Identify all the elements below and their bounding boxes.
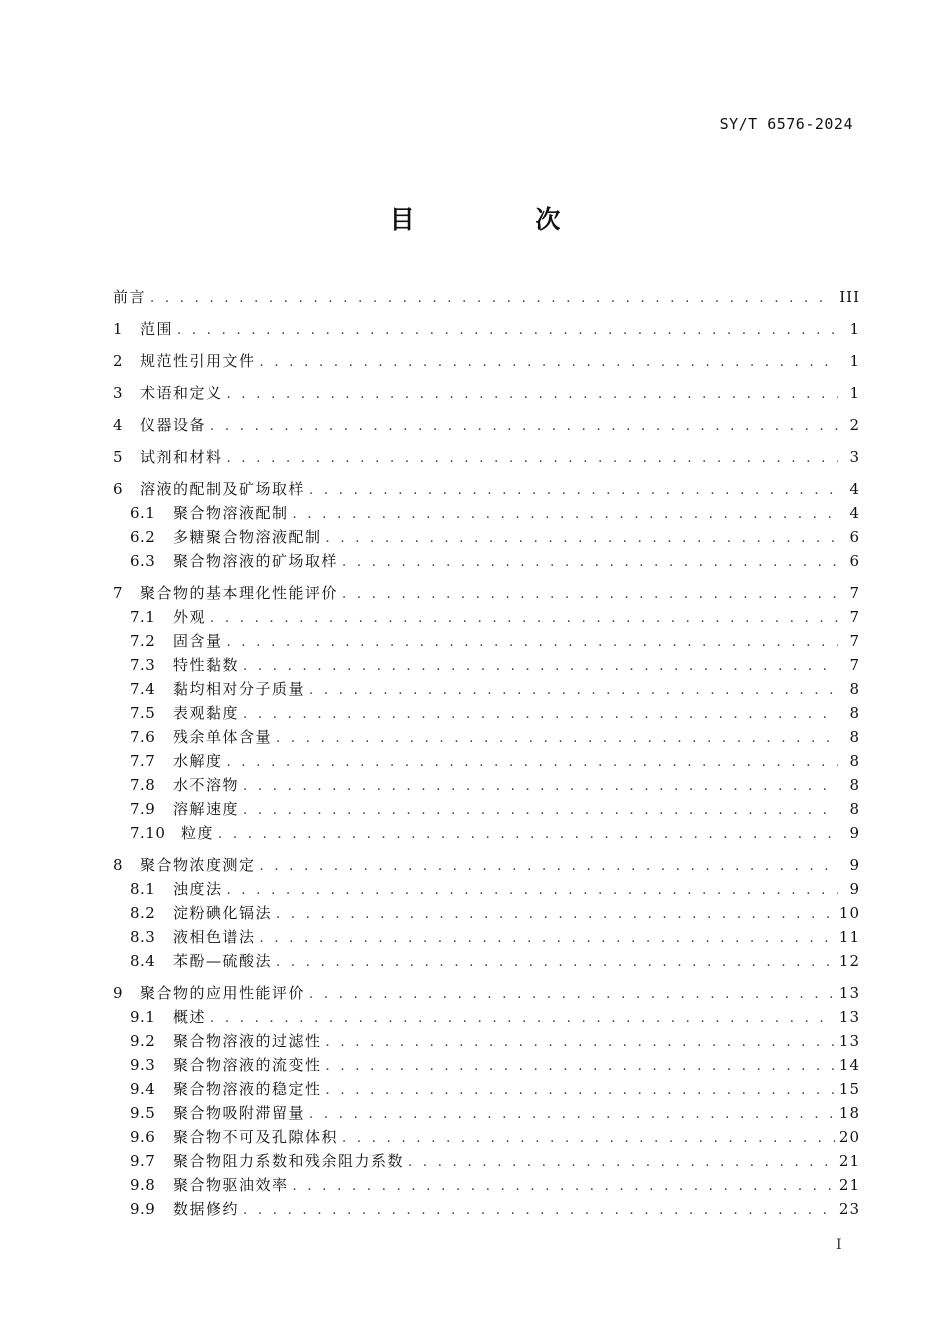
toc-leader-dots — [218, 827, 838, 842]
toc-entry-page: 8 — [849, 704, 860, 722]
toc-entry-page: 10 — [838, 904, 860, 922]
toc-leader-dots — [243, 1203, 835, 1218]
toc-leader-dots — [342, 1131, 835, 1146]
toc-entry[interactable] — [113, 446, 860, 470]
toc-entry-number: 9.8 — [130, 1176, 156, 1194]
toc-entry[interactable] — [113, 1078, 860, 1102]
toc-entry[interactable] — [113, 550, 860, 574]
toc-entry-page: 9 — [849, 856, 860, 874]
toc-entry-page: 21 — [838, 1176, 860, 1194]
toc-entry-number: 7.8 — [130, 776, 156, 794]
toc-entry-label: 溶液的配制及矿场取样 — [140, 480, 306, 498]
standard-code: SY/T 6576-2024 — [719, 115, 853, 133]
toc-leader-dots — [227, 755, 838, 770]
toc-entry[interactable] — [113, 1054, 860, 1078]
toc-entry-number: 8.1 — [130, 880, 156, 898]
toc-entry-label: 聚合物吸附滞留量 — [173, 1104, 306, 1122]
toc-leader-dots — [260, 931, 835, 946]
toc-entry-number: 7 — [113, 584, 123, 602]
toc-entry-label: 多糖聚合物溶液配制 — [173, 528, 322, 546]
toc-entry[interactable] — [113, 1030, 860, 1054]
toc-entry-page: 21 — [838, 1152, 860, 1170]
toc-leader-dots — [243, 659, 838, 674]
toc-entry[interactable] — [113, 502, 860, 526]
toc-entry-page: 9 — [849, 824, 860, 842]
toc-leader-dots — [309, 683, 838, 698]
toc-entry-label: 聚合物不可及孔隙体积 — [173, 1128, 339, 1146]
toc-leader-dots — [326, 1059, 835, 1074]
toc-leader-dots — [243, 779, 838, 794]
toc-leader-dots — [243, 707, 838, 722]
toc-entry-page: 6 — [849, 552, 860, 570]
toc-entry[interactable] — [113, 726, 860, 750]
toc-entry-page: 23 — [838, 1200, 860, 1218]
toc-entry-label: 数据修约 — [173, 1200, 240, 1218]
toc-entry-page: 7 — [849, 632, 860, 650]
toc-entry-label: 表观黏度 — [173, 704, 240, 722]
toc-entry[interactable] — [113, 1150, 860, 1174]
toc-entry-page: 6 — [849, 528, 860, 546]
toc-entry-number: 8.2 — [130, 904, 156, 922]
toc-leader-dots — [210, 611, 838, 626]
toc-entry-page: 8 — [849, 752, 860, 770]
toc-entry-page: 15 — [838, 1080, 860, 1098]
toc-entry-number: 7.7 — [130, 752, 156, 770]
toc-entry-number: 7.6 — [130, 728, 156, 746]
toc-entry-label: 水解度 — [173, 752, 223, 770]
toc-entry-number: 9.5 — [130, 1104, 156, 1122]
toc-entry-label: 仪器设备 — [140, 416, 207, 434]
toc-entry-page: 1 — [849, 352, 860, 370]
toc-entry-label: 浊度法 — [173, 880, 223, 898]
footer-page-number: I — [836, 1237, 842, 1253]
toc-entry-label: 聚合物溶液的过滤性 — [173, 1032, 322, 1050]
toc-entry[interactable] — [113, 1198, 860, 1222]
toc-entry-page: 20 — [838, 1128, 860, 1146]
toc-entry-number: 8 — [113, 856, 123, 874]
toc-entry-label: 规范性引用文件 — [140, 352, 256, 370]
toc-entry-page: 4 — [849, 504, 860, 522]
toc-entry[interactable] — [113, 878, 860, 902]
toc-leader-dots — [177, 323, 838, 338]
toc-entry-label: 外观 — [173, 608, 207, 626]
toc-entry[interactable] — [113, 822, 860, 846]
toc-leader-dots — [342, 587, 838, 602]
toc-entry-number: 6.3 — [130, 552, 156, 570]
toc-leader-dots — [260, 355, 838, 370]
toc-leader-dots — [326, 531, 838, 546]
toc-entry-page: 3 — [849, 448, 860, 466]
toc-leader-dots — [276, 907, 835, 922]
toc-entry-number: 9.9 — [130, 1200, 156, 1218]
toc-entry-page: 4 — [849, 480, 860, 498]
toc-entry-label: 聚合物的应用性能评价 — [140, 984, 306, 1002]
toc-entry-number: 9.6 — [130, 1128, 156, 1146]
toc-entry-number: 7.4 — [130, 680, 156, 698]
toc-entry-label: 粒度 — [181, 824, 215, 842]
toc-leader-dots — [227, 387, 838, 402]
toc-entry-page: 1 — [849, 320, 860, 338]
toc-leader-dots — [408, 1155, 835, 1170]
toc-entry[interactable] — [113, 750, 860, 774]
toc-entry-number: 7.2 — [130, 632, 156, 650]
toc-entry-page: 1 — [849, 384, 860, 402]
toc-entry-number: 7.5 — [130, 704, 156, 722]
toc-entry[interactable] — [113, 902, 860, 926]
toc-entry-page: III — [839, 288, 860, 306]
toc-entry-number: 9.2 — [130, 1032, 156, 1050]
toc-leader-dots — [293, 1179, 835, 1194]
toc-leader-dots — [227, 635, 838, 650]
toc-entry-number: 6.2 — [130, 528, 156, 546]
toc-entry-label: 水不溶物 — [173, 776, 240, 794]
toc-entry[interactable] — [113, 774, 860, 798]
toc-entry[interactable] — [113, 926, 860, 950]
toc-entry-label: 聚合物溶液配制 — [173, 504, 289, 522]
toc-leader-dots — [309, 1107, 835, 1122]
toc-entry[interactable] — [113, 286, 860, 310]
toc-entry-number: 7.1 — [130, 608, 156, 626]
toc-entry-number: 6 — [113, 480, 123, 498]
toc-entry-number: 9.1 — [130, 1008, 156, 1026]
toc-entry-label: 特性黏数 — [173, 656, 240, 674]
toc-entry-page: 12 — [838, 952, 860, 970]
toc-leader-dots — [276, 731, 838, 746]
toc-entry[interactable] — [113, 606, 860, 630]
toc-leader-dots — [326, 1083, 835, 1098]
toc-entry[interactable] — [113, 1102, 860, 1126]
toc-entry-label: 溶解速度 — [173, 800, 240, 818]
toc-entry-label: 聚合物驱油效率 — [173, 1176, 289, 1194]
toc-entry[interactable] — [113, 1174, 860, 1198]
toc-leader-dots — [227, 451, 838, 466]
table-of-contents — [113, 286, 860, 1222]
toc-entry-number: 3 — [113, 384, 123, 402]
toc-entry-number: 8.3 — [130, 928, 156, 946]
toc-entry-label: 固含量 — [173, 632, 223, 650]
toc-entry-page: 13 — [838, 1008, 860, 1026]
toc-leader-dots — [326, 1035, 835, 1050]
toc-leader-dots — [227, 883, 838, 898]
toc-leader-dots — [309, 483, 838, 498]
toc-entry-label: 聚合物浓度测定 — [140, 856, 256, 874]
toc-entry[interactable] — [113, 798, 860, 822]
toc-entry-page: 2 — [849, 416, 860, 434]
toc-leader-dots — [293, 507, 838, 522]
toc-entry[interactable] — [113, 854, 860, 878]
toc-entry-label: 前言 — [113, 288, 147, 306]
toc-entry-label: 残余单体含量 — [173, 728, 273, 746]
toc-entry-number: 9.4 — [130, 1080, 156, 1098]
toc-entry[interactable] — [113, 350, 860, 374]
toc-entry-page: 7 — [849, 608, 860, 626]
toc-entry-label: 聚合物溶液的矿场取样 — [173, 552, 339, 570]
toc-entry-number: 1 — [113, 320, 123, 338]
toc-entry-page: 13 — [838, 984, 860, 1002]
toc-entry-label: 苯酚—硫酸法 — [173, 952, 273, 970]
toc-entry-number: 7.3 — [130, 656, 156, 674]
toc-leader-dots — [150, 291, 835, 306]
toc-entry-number: 8.4 — [130, 952, 156, 970]
page-title: 目 次 — [389, 205, 617, 234]
toc-entry[interactable] — [113, 678, 860, 702]
toc-entry[interactable] — [113, 982, 860, 1006]
toc-entry[interactable] — [113, 526, 860, 550]
toc-entry-page: 8 — [849, 680, 860, 698]
toc-leader-dots — [243, 803, 838, 818]
toc-entry-number: 2 — [113, 352, 123, 370]
toc-entry-page: 18 — [838, 1104, 860, 1122]
toc-entry[interactable] — [113, 702, 860, 726]
toc-entry[interactable] — [113, 582, 860, 606]
toc-entry[interactable] — [113, 382, 860, 406]
toc-entry-page: 8 — [849, 728, 860, 746]
toc-entry[interactable] — [113, 1006, 860, 1030]
toc-entry[interactable] — [113, 318, 860, 342]
toc-entry[interactable] — [113, 950, 860, 974]
toc-entry-label: 试剂和材料 — [140, 448, 223, 466]
toc-entry[interactable] — [113, 1126, 860, 1150]
toc-leader-dots — [342, 555, 838, 570]
toc-entry[interactable] — [113, 414, 860, 438]
toc-entry[interactable] — [113, 478, 860, 502]
toc-entry-label: 术语和定义 — [140, 384, 223, 402]
toc-entry-page: 11 — [838, 928, 860, 946]
toc-entry-number: 7.10 — [130, 824, 166, 842]
toc-entry-label: 聚合物的基本理化性能评价 — [140, 584, 339, 602]
toc-entry-page: 13 — [838, 1032, 860, 1050]
toc-entry-label: 液相色谱法 — [173, 928, 256, 946]
toc-entry-label: 概述 — [173, 1008, 207, 1026]
toc-entry-number: 9 — [113, 984, 123, 1002]
toc-entry-label: 聚合物阻力系数和残余阻力系数 — [173, 1152, 405, 1170]
toc-entry-number: 9.7 — [130, 1152, 156, 1170]
toc-leader-dots — [309, 987, 835, 1002]
toc-entry-label: 黏均相对分子质量 — [173, 680, 306, 698]
toc-entry-page: 8 — [849, 776, 860, 794]
toc-entry-label: 聚合物溶液的流变性 — [173, 1056, 322, 1074]
toc-leader-dots — [276, 955, 835, 970]
toc-entry-label: 淀粉碘化镉法 — [173, 904, 273, 922]
toc-entry-page: 9 — [849, 880, 860, 898]
toc-entry-page: 7 — [849, 584, 860, 602]
toc-entry-number: 9.3 — [130, 1056, 156, 1074]
toc-entry[interactable] — [113, 654, 860, 678]
toc-entry-label: 聚合物溶液的稳定性 — [173, 1080, 322, 1098]
toc-leader-dots — [210, 1011, 835, 1026]
toc-entry-number: 6.1 — [130, 504, 156, 522]
toc-entry-page: 14 — [838, 1056, 860, 1074]
toc-leader-dots — [210, 419, 838, 434]
toc-entry-page: 8 — [849, 800, 860, 818]
toc-entry-page: 7 — [849, 656, 860, 674]
toc-entry-number: 5 — [113, 448, 123, 466]
toc-entry-label: 范围 — [140, 320, 174, 338]
toc-entry-number: 7.9 — [130, 800, 156, 818]
toc-entry-number: 4 — [113, 416, 123, 434]
toc-entry[interactable] — [113, 630, 860, 654]
toc-leader-dots — [260, 859, 838, 874]
